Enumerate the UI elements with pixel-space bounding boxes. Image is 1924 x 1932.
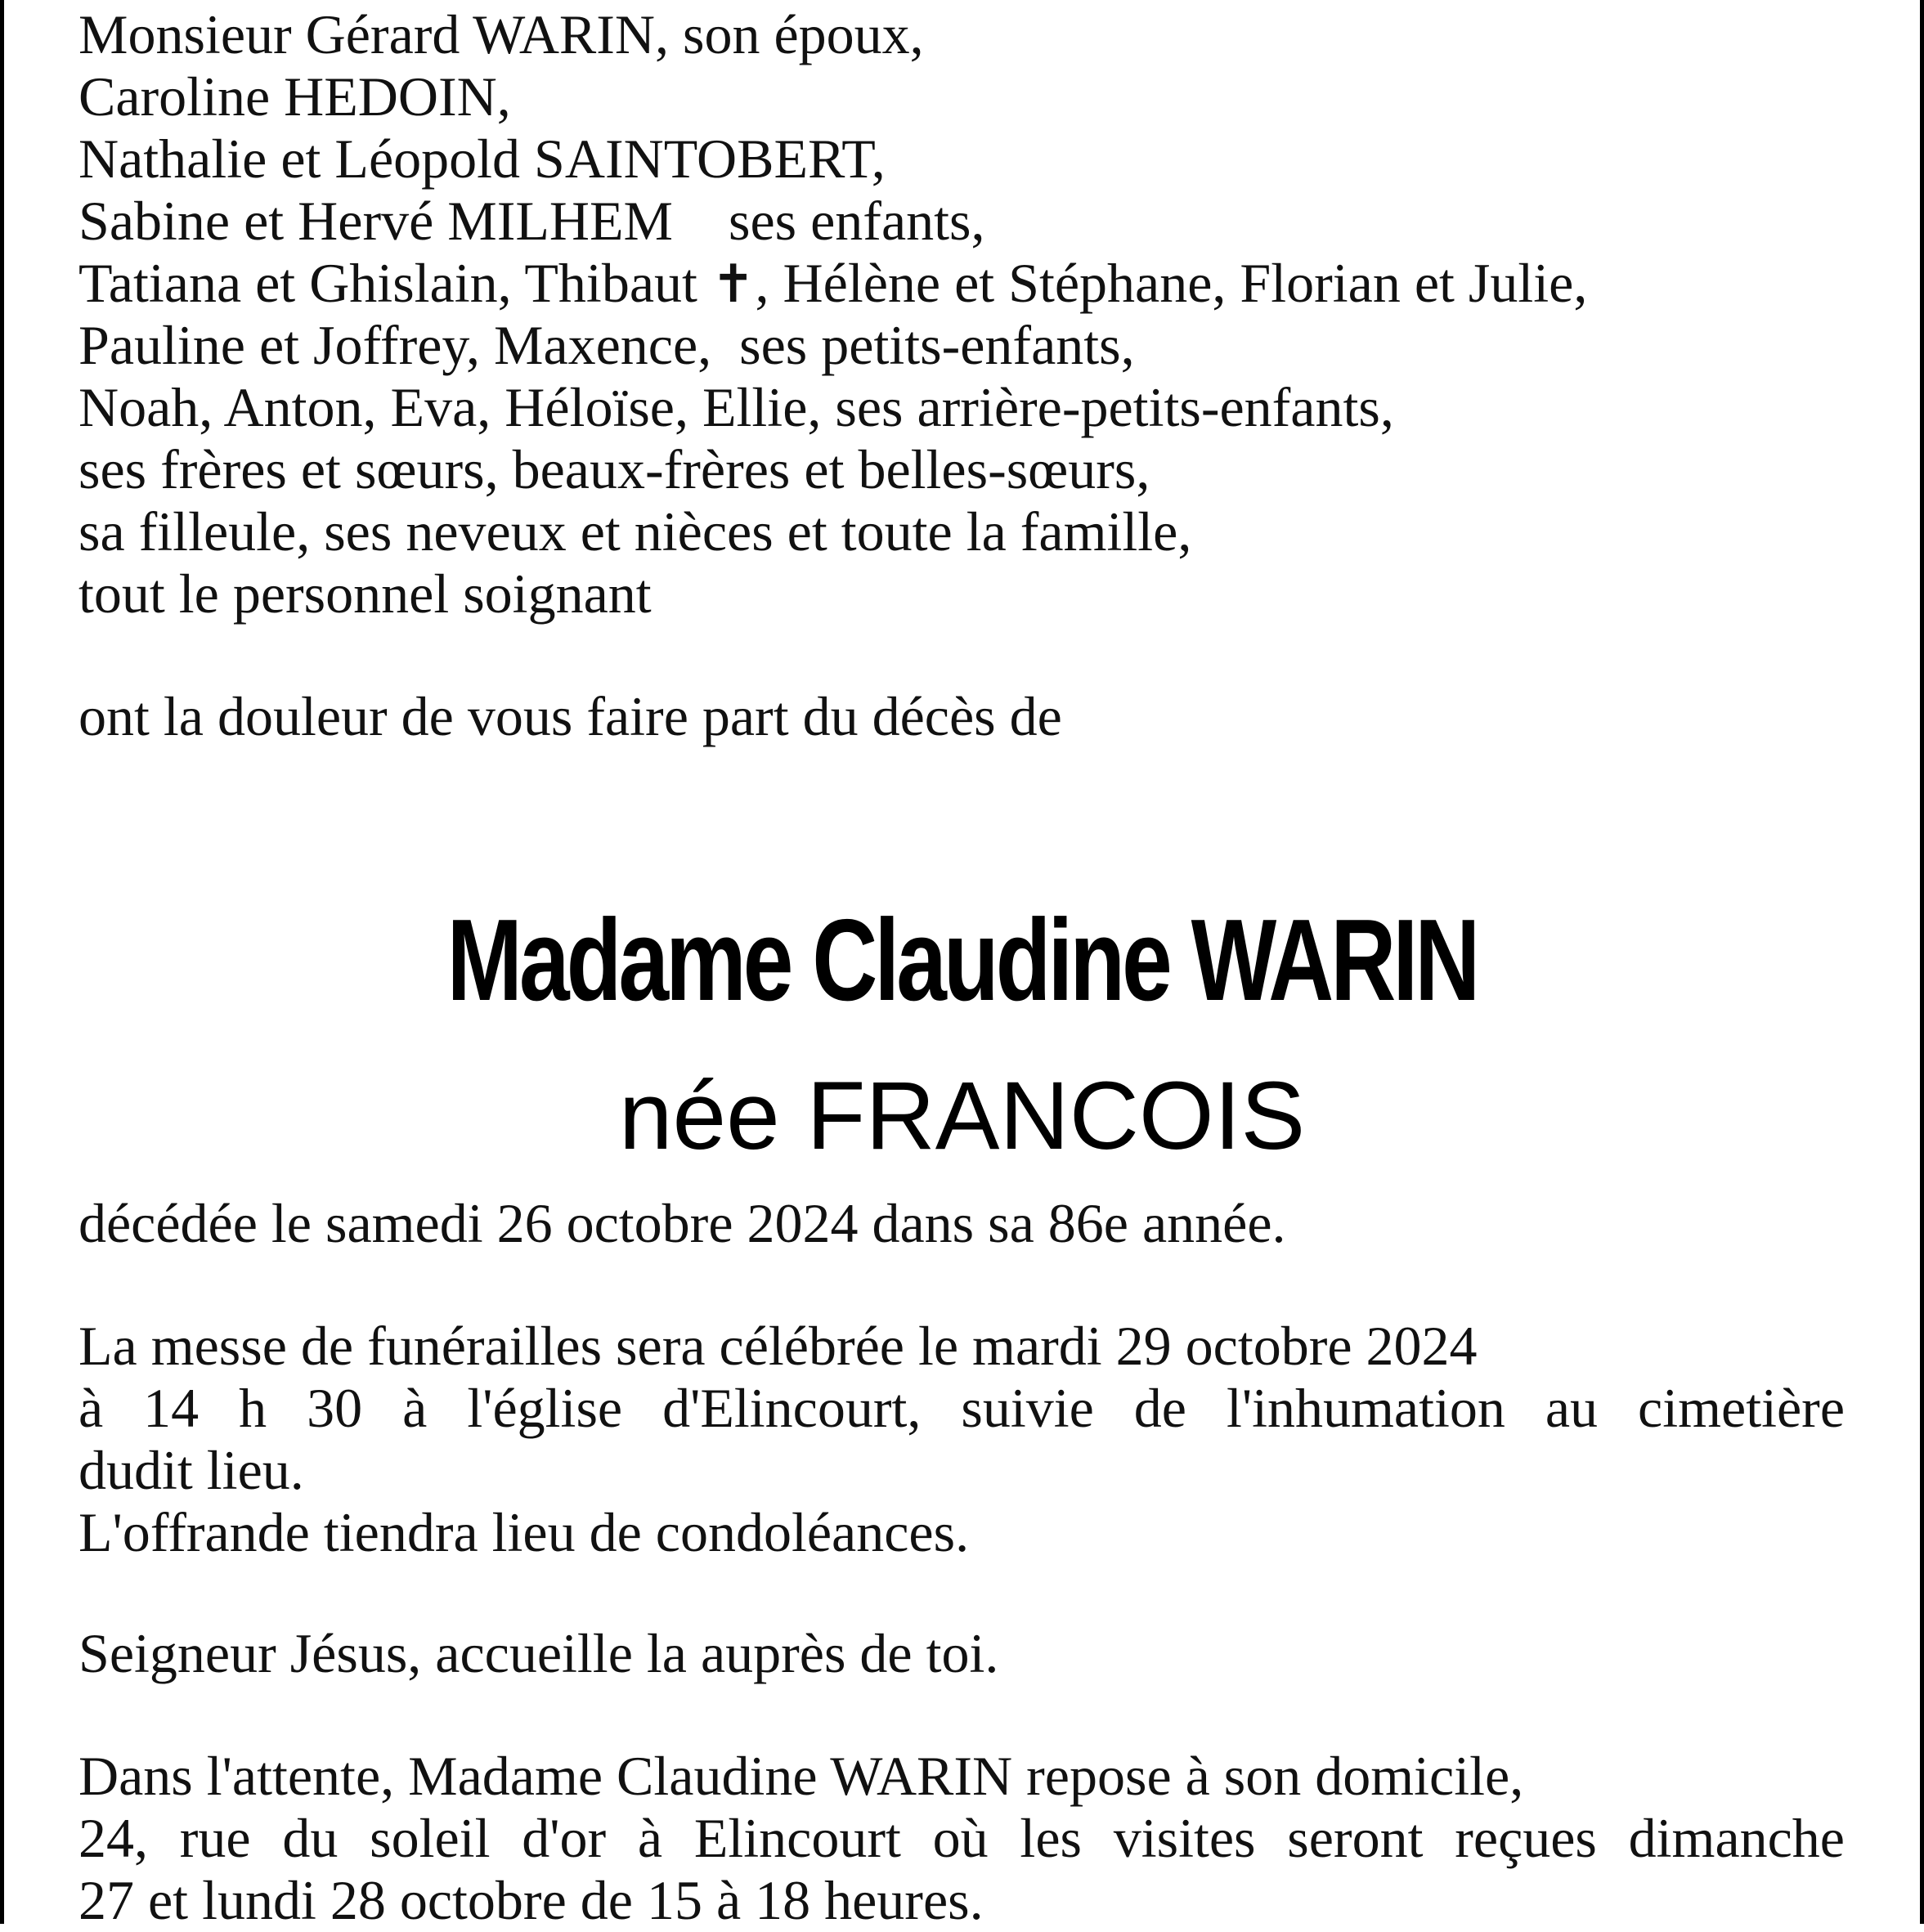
grandchildren-names-cont: , Hélène et Stéphane, Florian et Julie, — [755, 252, 1588, 314]
grandchildren-names: Tatiana et Ghislain, Thibaut — [78, 252, 697, 314]
visit-line-1: Dans l'attente, Madame Claudine WARIN repose à son domicile, — [78, 1745, 1524, 1807]
family-line-9: sa filleule, ses neveux et nièces et toute la famille, — [78, 500, 1192, 563]
family-line-6: Pauline et Joffrey, Maxence, ses petits-enfants, — [78, 314, 1135, 376]
announcement-text: ont la douleur de vous faire part du décès de — [78, 685, 1062, 747]
family-line-10: tout le personnel soignant — [78, 563, 652, 625]
funeral-line-4: L'offrande tiendra lieu de condoléances. — [78, 1501, 970, 1563]
family-line-5 — [78, 252, 1587, 316]
family-line-2: Caroline HEDOIN, — [78, 65, 511, 128]
prayer-text: Seigneur Jésus, accueille la auprès de toi. — [78, 1622, 999, 1684]
cross-icon: ✝ — [711, 254, 756, 315]
right-border — [1920, 0, 1924, 1924]
deceased-name: Madame Claudine WARIN — [446, 895, 1478, 1025]
family-line-4: Sabine et Hervé MILHEM ses enfants, — [78, 190, 985, 252]
funeral-line-3: dudit lieu. — [78, 1439, 304, 1501]
left-border — [0, 0, 4, 1924]
visit-line-3: 27 et lundi 28 octobre de 15 à 18 heures. — [78, 1869, 984, 1931]
death-notice: décédée le samedi 26 octobre 2024 dans sa 86e année. — [78, 1192, 1286, 1254]
family-line-1: Monsieur Gérard WARIN, son époux, — [78, 3, 924, 65]
family-line-3: Nathalie et Léopold SAINTOBERT, — [78, 128, 886, 190]
family-line-7: Noah, Anton, Eva, Héloïse, Ellie, ses arrière-petits-enfants, — [78, 376, 1394, 438]
family-line-8: ses frères et sœurs, beaux-frères et belles-sœurs, — [78, 438, 1150, 500]
funeral-line-2: à 14 h 30 à l'église d'Elincourt, suivie de l'inhumation au cimetière — [78, 1377, 1845, 1439]
visit-line-2: 24, rue du soleil d'or à Elincourt où les visites seront reçues dimanche — [78, 1807, 1845, 1869]
funeral-line-1: La messe de funérailles sera célébrée le mardi 29 octobre 2024 — [78, 1315, 1478, 1377]
maiden-name: née FRANCOIS — [618, 1062, 1306, 1170]
